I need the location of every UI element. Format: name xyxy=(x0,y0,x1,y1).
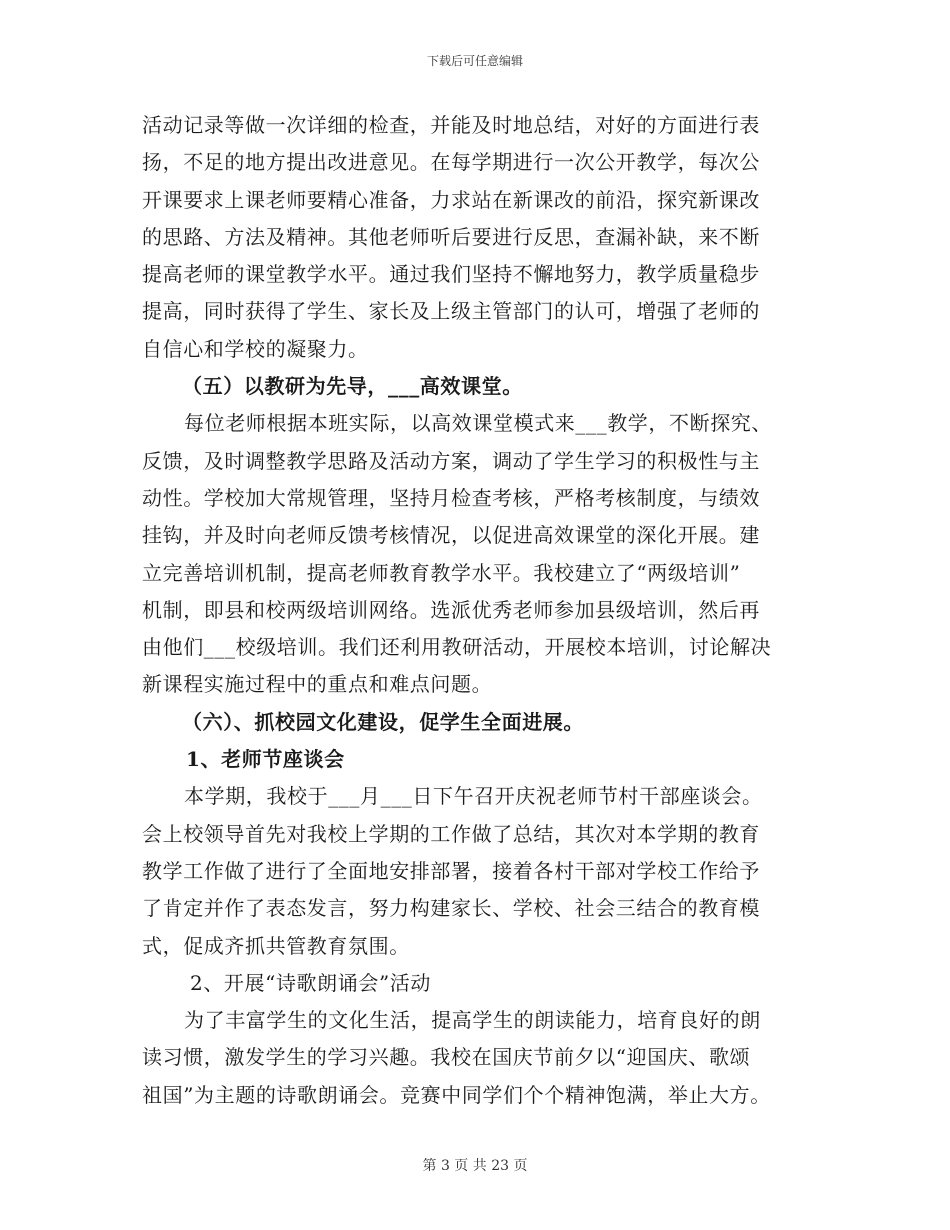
paragraph-line: 本学期，我校于___月___日下午召开庆祝老师节村干部座谈会。 xyxy=(184,784,763,809)
paragraph-line: 教学工作做了进行了全面地安排部署，接着各村干部对学校工作给予 xyxy=(142,858,760,883)
paragraph-line: 立完善培训机制，提高老师教育教学水平。我校建立了“两级培训” xyxy=(142,560,741,585)
paragraph-line: 祖国”为主题的诗歌朗诵会。竞赛中同学们个个精神饱满，举止大方。 xyxy=(142,1082,771,1107)
paragraph-line: 挂钩，并及时向老师反馈考核情况，以促进高效课堂的深化开展。建 xyxy=(142,523,760,548)
paragraph-line: 开课要求上课老师要精心准备，力求站在新课改的前沿，探究新课改 xyxy=(142,187,760,212)
section-heading-line: 1、老师节座谈会 xyxy=(186,747,345,772)
paragraph-line: 机制，即县和校两级培训网络。选派优秀老师参加县级培训，然后再 xyxy=(142,597,760,622)
paragraph-line: 式，促成齐抓共管教育氛围。 xyxy=(142,933,410,958)
section-heading-line: （六）、抓校园文化建设，促学生全面进展。 xyxy=(182,709,584,734)
paragraph-line: 提高老师的课堂教学水平。通过我们坚持不懈地努力，教学质量稳步 xyxy=(142,262,760,287)
paragraph-line: 活动记录等做一次详细的检查，并能及时地总结，对好的方面进行表 xyxy=(142,113,760,137)
paragraph-line: 提高，同时获得了学生、家长及上级主管部门的认可，增强了老师的 xyxy=(142,299,760,324)
paragraph-line: 扬，不足的地方提出改进意见。在每学期进行一次公开教学，每次公 xyxy=(142,150,760,175)
paragraph-line: 自信心和学校的凝聚力。 xyxy=(142,336,369,361)
paragraph-line: 新课程实施过程中的重点和难点问题。 xyxy=(142,672,493,697)
paragraph-line: 由他们___校级培训。我们还利用教研活动，开展校本培训，讨论解决 xyxy=(142,635,772,660)
section-heading-line: （五）以教研为先导，___高效课堂。 xyxy=(182,374,523,399)
page-header: 下载后可任意编辑 xyxy=(426,54,523,68)
paragraph-line: 会上校领导首先对我校上学期的工作做了总结，其次对本学期的教育 xyxy=(142,821,760,846)
paragraph-line: 动性。学校加大常规管理，坚持月检查考核，严格考核制度，与绩效 xyxy=(142,485,760,510)
paragraph-line: 了肯定并作了表态发言，努力构建家长、学校、社会三结合的教育模 xyxy=(142,896,760,921)
paragraph-line: 的思路、方法及精神。其他老师听后要进行反思，查漏补缺，来不断 xyxy=(142,224,760,249)
paragraph-line: 反馈，及时调整教学思路及活动方案，调动了学生学习的积极性与主 xyxy=(142,448,760,473)
page-footer: 第 3 页 共 23 页 xyxy=(422,1158,528,1174)
paragraph-line: 为了丰富学生的文化生活，提高学生的朗读能力，培育良好的朗 xyxy=(184,1008,761,1033)
paragraph-line: 读习惯，激发学生的学习兴趣。我校在国庆节前夕以“迎国庆、歌颂 xyxy=(142,1045,751,1070)
document-body xyxy=(142,107,807,1114)
paragraph-line: 2、开展“诗歌朗诵会”活动 xyxy=(190,970,431,995)
paragraph-line: 每位老师根据本班实际，以高效课堂模式来___教学，不断探究、 xyxy=(184,411,772,436)
